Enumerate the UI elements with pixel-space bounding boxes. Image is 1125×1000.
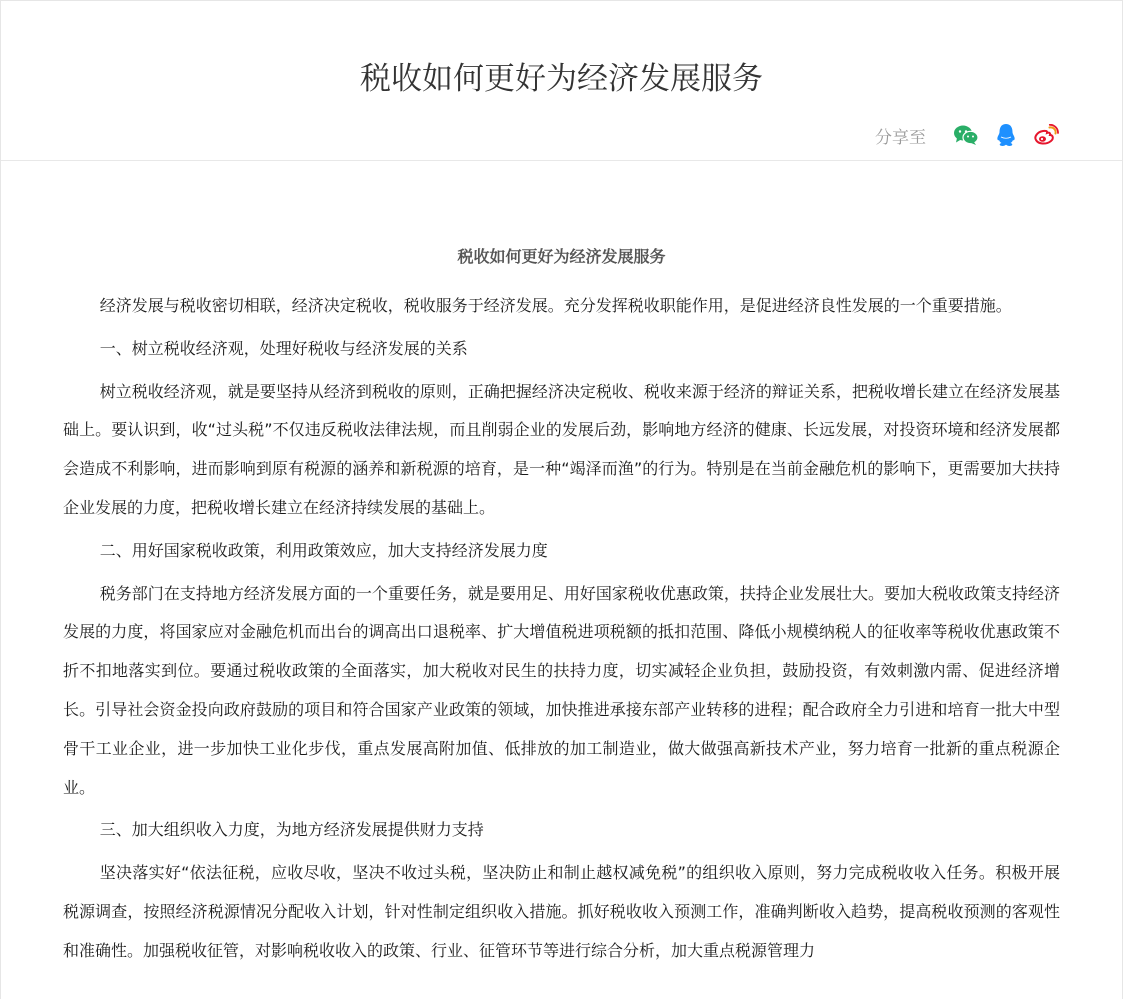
article-paragraph: 经济发展与税收密切相联，经济决定税收，税收服务于经济发展。充分发挥税收职能作用，是促进经济良性发展的一个重要措施。 — [99, 296, 1012, 315]
weibo-icon[interactable] — [1032, 121, 1060, 149]
article-title: 税收如何更好为经济发展服务 — [457, 247, 666, 266]
article-paragraph: 坚决落实好“依法征税，应收尽收，坚决不收过头税，坚决防止和制止越权减免税”的组织收入原则，努力完成税收收入任务。积极开展税源调查，按照经济税源情况分配收入计划，针对性制定组织收入措施。抓好税收收入预测工作，准确判断收入趋势，提高税收预测的客观性和准确性。加强税收征管，对影响税收收入的政策、行业、征管环节等进行综合分析，加大重点税源管理力 — [63, 863, 1060, 960]
qq-icon[interactable] — [992, 121, 1020, 149]
article-body — [1, 161, 1122, 971]
share-bar — [875, 121, 1060, 149]
article-paragraph: 税务部门在支持地方经济发展方面的一个重要任务，就是要用足、用好国家税收优惠政策，扶持企业发展壮大。要加大税收政策支持经济发展的力度，将国家应对金融危机而出台的调高出口退税率、扩大增值税进项税额的抵扣范围、降低小规模纳税人的征收率等税收优惠政策不折不扣地落实到位。要通过税收政策的全面落实，加大税收对民生的扶持力度，切实减轻企业负担，鼓励投资，有效刺激内需、促进经济增长。引导社会资金投向政府鼓励的项目和符合国家产业政策的领域，加快推进承接东部产业转移的进程；配合政府全力引进和培育一批大中型骨干工业企业，进一步加快工业化步伐，重点发展高附加值、低排放的加工制造业，做大做强高新技术产业，努力培育一批新的重点税源企业。 — [63, 583, 1060, 797]
section-heading: 三、加大组织收入力度，为地方经济发展提供财力支持 — [99, 820, 484, 840]
share-label: 分享至 — [875, 127, 926, 148]
section-heading: 二、用好国家税收政策，利用政策效应，加大支持经济发展力度 — [99, 540, 548, 560]
page-title: 税收如何更好为经济发展服务 — [360, 61, 763, 97]
wechat-icon[interactable] — [952, 121, 980, 149]
section-heading: 一、树立税收经济观，处理好税收与经济发展的关系 — [99, 338, 468, 358]
article-paragraph: 树立税收经济观，就是要坚持从经济到税收的原则，正确把握经济决定税收、税收来源于经济的辩证关系，把税收增长建立在经济发展基础上。要认识到，收“过头税”不仅违反税收法律法规，而且削弱企业的发展后劲，影响地方经济的健康、长远发展，对投资环境和经济发展都会造成不利影响，进而影响到原有税源的涵养和新税源的培育，是一种“竭泽而渔”的行为。特别是在当前金融危机的影响下，更需要加大扶持企业发展的力度，把税收增长建立在经济持续发展的基础上。 — [63, 381, 1060, 517]
page-header — [1, 1, 1122, 161]
